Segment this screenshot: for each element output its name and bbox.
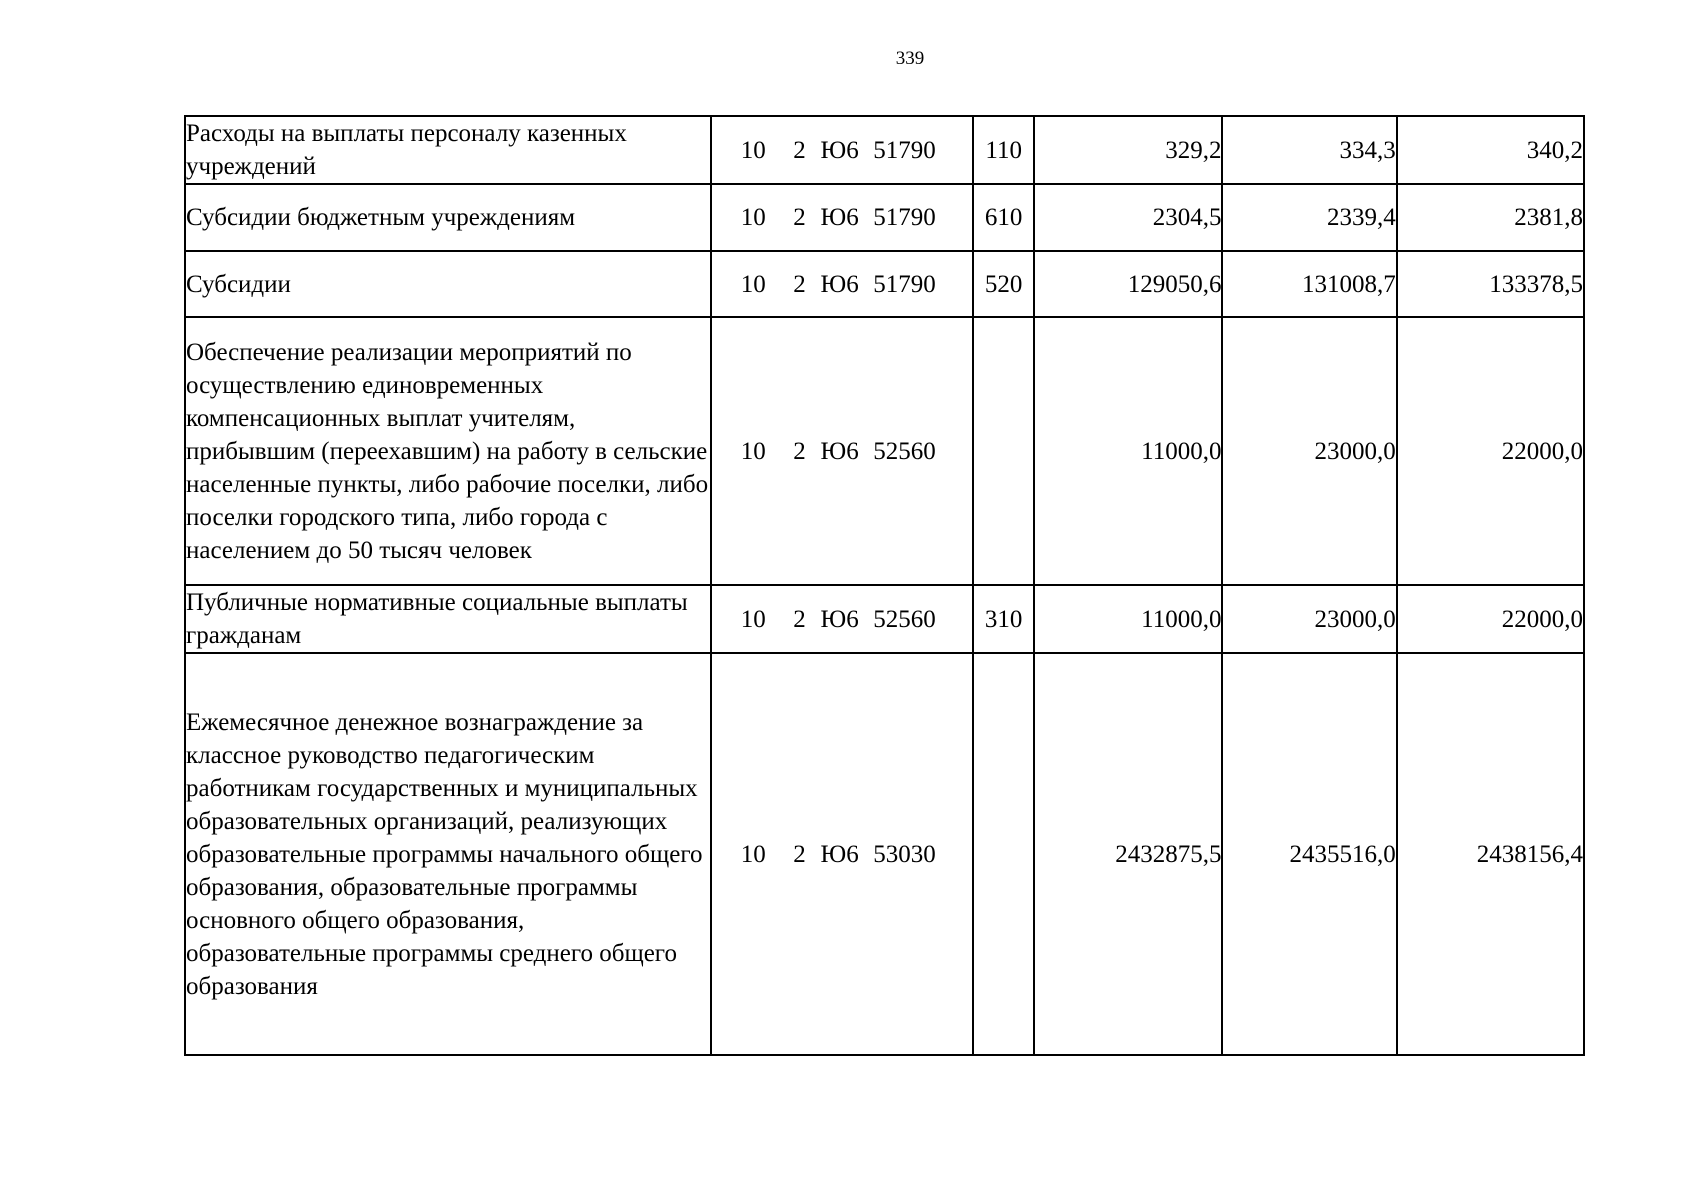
row-description: Расходы на выплаты персоналу казенных учреждений [185,116,711,184]
expense-type [973,653,1034,1055]
program-code: Ю6 [820,840,859,868]
subsection-code: 2 [793,605,806,633]
subsection-code: 2 [793,840,806,868]
program-code: Ю6 [820,270,859,298]
table-row [185,184,1584,251]
section-code: 10 [740,840,766,868]
row-description: Субсидии [185,251,711,317]
amount-year3: 2381,8 [1397,184,1584,251]
amount-year1: 129050,6 [1034,251,1222,317]
program-code: Ю6 [820,605,859,633]
program-code: Ю6 [820,136,859,164]
amount-year1: 2432875,5 [1034,653,1222,1055]
expense-type [973,317,1034,585]
amount-year2: 334,3 [1222,116,1396,184]
expense-type: 610 [973,184,1034,251]
section-code: 10 [740,136,766,164]
amount-year3: 22000,0 [1397,317,1584,585]
subsection-code: 2 [793,136,806,164]
section-code: 10 [740,270,766,298]
amount-year2: 2339,4 [1222,184,1396,251]
table-row [185,585,1584,653]
expense-type: 520 [973,251,1034,317]
target-code: 53030 [873,840,936,868]
row-codes [711,251,973,317]
row-description: Публичные нормативные социальные выплаты гражданам [185,585,711,653]
table-row [185,251,1584,317]
subsection-code: 2 [793,204,806,231]
budget-table [184,115,1585,1056]
amount-year2: 2435516,0 [1222,653,1396,1055]
page-number: 339 [895,48,925,69]
row-codes [711,184,973,251]
amount-year1: 11000,0 [1034,585,1222,653]
target-code: 51790 [873,136,936,164]
row-codes [711,317,973,585]
row-description: Обеспечение реализации мероприятий по осуществлению единовременных компенсационных выплат учителям, прибывшим (переехавшим) на работу в сельские населенные пункты, либо рабочие поселки, либо поселки городского типа, либо города с населением до 50 тысяч человек [185,317,711,585]
program-code: Ю6 [820,204,859,231]
section-code: 10 [740,204,766,231]
amount-year2: 23000,0 [1222,585,1396,653]
program-code: Ю6 [820,437,859,465]
amount-year2: 131008,7 [1222,251,1396,317]
amount-year3: 340,2 [1397,116,1584,184]
target-code: 51790 [873,270,936,298]
amount-year1: 2304,5 [1034,184,1222,251]
target-code: 51790 [873,204,936,231]
amount-year3: 2438156,4 [1397,653,1584,1055]
expense-type: 110 [973,116,1034,184]
section-code: 10 [740,605,766,633]
amount-year2: 23000,0 [1222,317,1396,585]
table-row [185,116,1584,184]
table-row [185,653,1584,1055]
row-codes [711,585,973,653]
subsection-code: 2 [793,270,806,298]
row-codes [711,653,973,1055]
row-description: Ежемесячное денежное вознаграждение за классное руководство педагогическим работникам государственных и муниципальных образовательных организаций, реализующих образовательные программы начального общего образования, образовательные программы основного общего образования, образовательные программы среднего общего образования [185,653,711,1055]
expense-type: 310 [973,585,1034,653]
target-code: 52560 [873,605,936,633]
section-code: 10 [740,437,766,465]
amount-year1: 329,2 [1034,116,1222,184]
amount-year1: 11000,0 [1034,317,1222,585]
amount-year3: 22000,0 [1397,585,1584,653]
row-description: Субсидии бюджетным учреждениям [185,184,711,251]
amount-year3: 133378,5 [1397,251,1584,317]
table-row [185,317,1584,585]
subsection-code: 2 [793,437,806,465]
target-code: 52560 [873,437,936,465]
row-codes [711,116,973,184]
